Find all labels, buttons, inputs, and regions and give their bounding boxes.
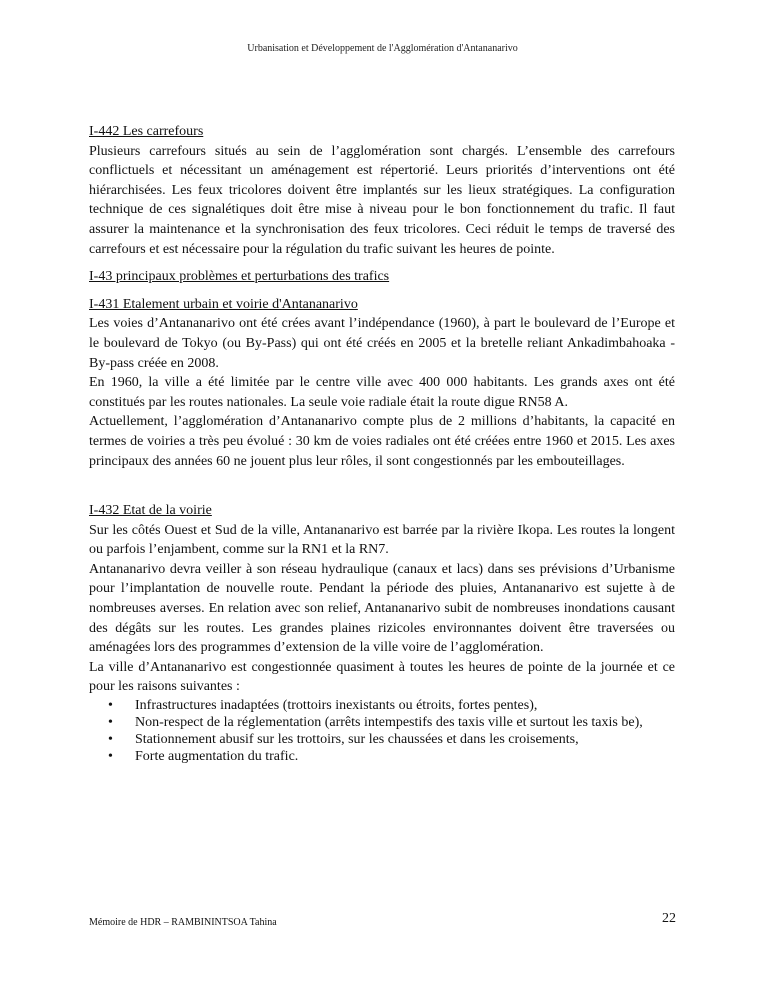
bullet-list [89, 697, 675, 765]
paragraph: La ville d’Antananarivo est congestionnée quasiment à toutes les heures de pointe de la journée et ce pour les raisons suivantes : [89, 659, 675, 695]
section-i442 [89, 122, 675, 259]
list-item: • Non-respect de la réglementation (arrêts intempestifs des taxis ville et surtout les taxis be), [135, 714, 675, 731]
paragraph: En 1960, la ville a été limitée par le centre ville avec 400 000 habitants. Les grands axes ont été constitués par les routes nationales. La seule voie radiale était la route digue RN58 A. [89, 375, 675, 410]
section-heading: I-442 Les carrefours [89, 124, 204, 139]
paragraph: Antananarivo devra veiller à son réseau hydraulique (canaux et lacs) dans ses prévisions d’Urbanisme pour l’implantation de nouvelle route. Pendant la période des pluies, Antananarivo est sujette à de nombreuses averses. En relation avec son relief, Antananarivo subit de nombreuses inondations causant des dégâts sur les routes. Les grandes plaines rizicoles environnantes doivent être traversées ou aménagées lors des programmes d’extension de la ville voire de l’agglomération. [89, 561, 675, 656]
section-heading: I-432 Etat de la voirie [89, 503, 212, 519]
running-header: Urbanisation et Développement de l'Agglomération d'Antananarivo [247, 43, 518, 54]
paragraph: Les voies d’Antananarivo ont été crées avant l’indépendance (1960), à part le boulevard de l’Europe et le boulevard de Tokyo (ou By-Pass) qui ont été créés en 2005 et la bretelle reliant Ankadimbahoaka - By-pass créée en 2008. [89, 316, 675, 371]
page-number: 22 [662, 911, 676, 926]
section-heading: I-43 principaux problèmes et perturbations des trafics [89, 269, 390, 285]
spacer [89, 479, 675, 501]
list-item: • Forte augmentation du trafic. [135, 748, 675, 765]
list-item: • Stationnement abusif sur les trottoirs, sur les chaussées et dans les croisements, [135, 731, 675, 748]
page-content [89, 122, 675, 773]
section-heading: I-431 Etalement urbain et voirie d'Antananarivo [89, 296, 358, 312]
paragraph: Plusieurs carrefours situés au sein de l’agglomération sont chargés. L’ensemble des carrefours conflictuels et nécessitant un aménagement est répertorié. Leurs priorités d’interventions ont été hiérarchisées. Les feux tricolores doivent être implantés sur les lieux stratégiques. La configuration technique de ces signalétiques doit être mise à niveau pour le bon fonctionnement du trafic. Il faut assurer la maintenance et la synchronisation des feux tricolores. Ceci réduit le temps de traversé des carrefours et est nécessaire pour la régulation du trafic suivant les heures de pointe. [89, 143, 675, 257]
list-item: • Infrastructures inadaptées (trottoirs inexistants ou étroits, fortes pentes), [135, 697, 675, 714]
section-i431 [89, 295, 675, 471]
section-i43 [89, 267, 675, 287]
section-i432 [89, 501, 675, 765]
paragraph: Actuellement, l’agglomération d’Antananarivo compte plus de 2 millions d’habitants, la capacité en termes de voiries a très peu évolué : 30 km de voies radiales ont été créées entre 1960 et 2015. Les axes principaux des années 60 ne jouent plus leur rôles, il sont congestionnés par les embouteillages. [89, 414, 675, 469]
footer-author: Mémoire de HDR – RAMBININTSOA Tahina [89, 917, 277, 928]
paragraph: Sur les côtés Ouest et Sud de la ville, Antananarivo est barrée par la rivière Ikopa. Les routes la longent ou parfois l’enjambent, comme sur la RN1 et la RN7. [89, 522, 675, 558]
